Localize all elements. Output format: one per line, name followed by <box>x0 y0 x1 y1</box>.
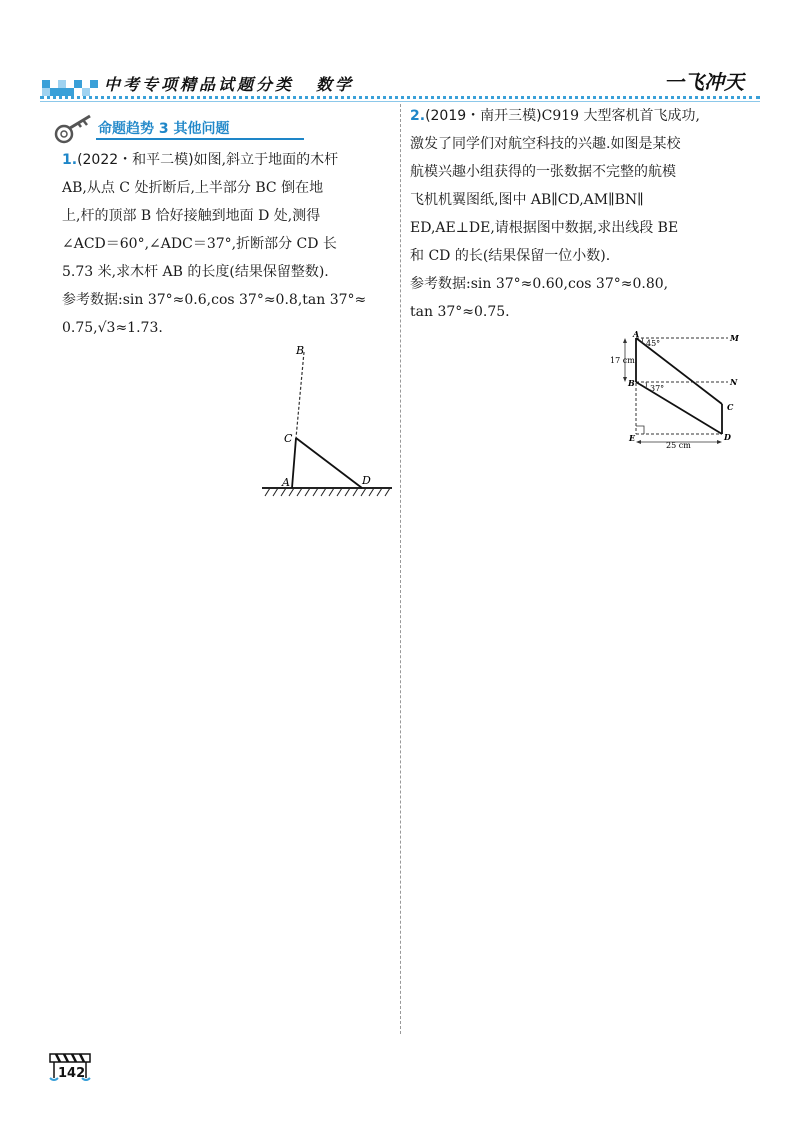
brand-logo: 一飞冲天 <box>664 70 744 94</box>
question-1-line: 上,杆的顶部 B 恰好接触到地面 D 处,测得 <box>62 208 321 224</box>
question-2-number: 2. <box>410 108 426 124</box>
dimension-label-horizontal: 25 cm <box>666 441 691 450</box>
arrowhead-up <box>623 338 627 343</box>
question-1-number: 1. <box>62 152 78 168</box>
arrowhead-left <box>636 440 641 444</box>
question-1-line: 如图,斜立于地面的木杆 <box>193 152 339 168</box>
angle-label-b: 37° <box>650 384 665 393</box>
question-1-line: 0.75,√3≈1.73. <box>62 320 163 336</box>
ground-hatching <box>265 488 390 496</box>
label-m: M <box>730 333 739 343</box>
label-d: D <box>362 474 371 487</box>
question-2-line: 参考数据:sin 37°≈0.60,cos 37°≈0.80, <box>410 276 669 292</box>
header-dotted-rule <box>40 96 760 99</box>
label-n: N <box>730 377 738 387</box>
arrowhead-right <box>717 440 722 444</box>
question-2-line: 和 CD 的长(结果保留一位小数). <box>410 248 611 264</box>
label-c: C <box>284 432 293 445</box>
key-icon <box>52 112 96 146</box>
question-1-line: 参考数据:sin 37°≈0.6,cos 37°≈0.8,tan 37°≈ <box>62 292 367 308</box>
header-title <box>104 72 354 95</box>
segment-bc-dashed <box>296 352 304 438</box>
label-d: D <box>724 432 731 442</box>
page-number: 142 <box>58 1066 86 1081</box>
question-1-line: ∠ACD＝60°,∠ADC＝37°,折断部分 CD 长 <box>62 236 337 252</box>
label-a: A <box>633 329 640 339</box>
figure-wing-drawing <box>610 328 750 454</box>
question-1-source: (2022・和平二模) <box>77 152 194 168</box>
segment-bd <box>636 382 722 434</box>
question-1 <box>62 146 392 342</box>
label-a: A <box>282 476 290 489</box>
question-1-line: 5.73 米,求木杆 AB 的长度(结果保留整数). <box>62 264 329 280</box>
dimension-label-vertical: 17 cm <box>610 356 635 365</box>
segment-ac <box>292 438 296 488</box>
angle-label-a: 45° <box>646 339 661 348</box>
column-divider <box>400 104 401 1034</box>
label-b: B <box>296 344 305 357</box>
question-1-line: AB,从点 C 处折断后,上半部分 BC 倒在地 <box>62 180 324 196</box>
question-2-line: ED,AE⊥DE,请根据图中数据,求出线段 BE <box>410 220 679 236</box>
figure-broken-pole <box>262 340 394 500</box>
question-2 <box>410 102 750 326</box>
arrowhead-down <box>623 377 627 382</box>
question-2-source: (2019・南开三模) <box>425 108 542 124</box>
question-2-line: C919 大型客机首飞成功, <box>541 108 700 124</box>
angle-arc-a <box>642 338 643 343</box>
header-mosaic-decoration <box>42 74 102 104</box>
label-e: E <box>629 433 636 443</box>
subject-label: 数学 <box>316 75 355 94</box>
label-c: C <box>727 402 734 412</box>
question-2-line: 飞机机翼图纸,图中 AB∥CD,AM∥BN∥ <box>410 192 644 208</box>
label-b: B <box>628 378 635 388</box>
question-2-line: 激发了同学们对航空科技的兴趣.如图是某校 <box>410 136 681 152</box>
question-2-line: tan 37°≈0.75. <box>410 304 510 320</box>
section-title: 命题趋势 3 其他问题 <box>98 121 230 137</box>
section-underline <box>96 138 304 140</box>
question-2-line: 航模兴趣小组获得的一张数据不完整的航模 <box>410 164 676 180</box>
segment-cd <box>296 438 362 488</box>
right-angle-mark <box>636 426 644 434</box>
series-title: 中考专项精品试题分类 <box>104 75 295 94</box>
